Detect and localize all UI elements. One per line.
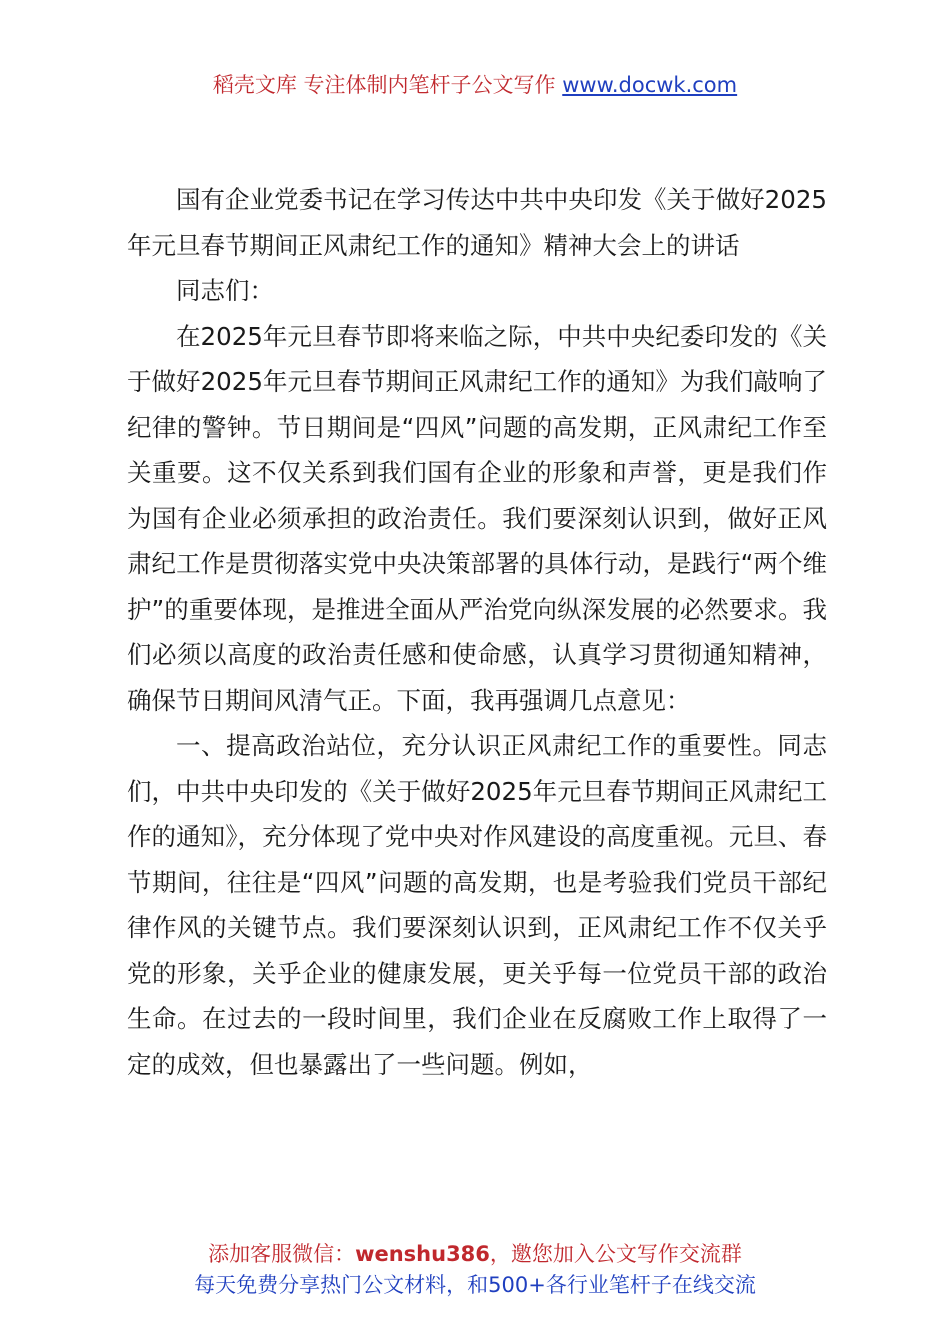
paragraph-intro: 在2025年元旦春节即将来临之际，中共中央纪委印发的《关于做好2025年元旦春节期间正风肃纪工作的通知》为我们敲响了纪律的警钟。节日期间是“四风”问题的高发期，正风肃纪工作至关重要。这不仅关系到我们国有企业的形象和声誉，更是我们作为国有企业必须承担的政治责任。我们要深刻认识到，做好正风肃纪工作是贯彻落实党中央决策部署的具体行动，是践行“两个维护”的重要体现，是推进全面从严治党向纵深发展的必然要求。我们必须以高度的政治责任感和使命感，认真学习贯彻通知精神，确保节日期间风清气正。下面，我再强调几点意见： [127,321,827,715]
footer-wechat-id: wenshu386 [355,1242,490,1266]
page-footer [0,1239,950,1301]
document-body [127,177,827,1087]
document-title: 国有企业党委书记在学习传达中共中央印发《关于做好2025年元旦春节期间正风肃纪工作的通知》精神大会上的讲话 [127,185,827,260]
header-site-link[interactable]: www.docwk.com [562,73,738,97]
paragraph-point-one: 一、提高政治站位，充分认识正风肃纪工作的重要性。同志们，中共中央印发的《关于做好2025年元旦春节期间正风肃纪工作的通知》，充分体现了党中央对作风建设的高度重视。元旦、春节期间，往往是“四风”问题的高发期，也是考验我们党员干部纪律作风的关键节点。我们要深刻认识到，正风肃纪工作不仅关乎党的形象，关乎企业的健康发展，更关乎每一位党员干部的政治生命。在过去的一段时间里，我们企业在反腐败工作上取得了一定的成效，但也暴露出了一些问题。例如， [127,731,827,1079]
footer-wechat-prefix: 添加客服微信： [208,1242,356,1266]
footer-wechat-line [0,1239,950,1270]
salutation: 同志们： [176,276,274,305]
page-header [0,70,950,100]
footer-wechat-suffix: ，邀您加入公文写作交流群 [489,1242,742,1266]
footer-promo-line: 每天免费分享热门公文材料，和500+各行业笔杆子在线交流 [194,1273,756,1297]
header-site-name: 稻壳文库 专注体制内笔杆子公文写作 [212,73,556,97]
